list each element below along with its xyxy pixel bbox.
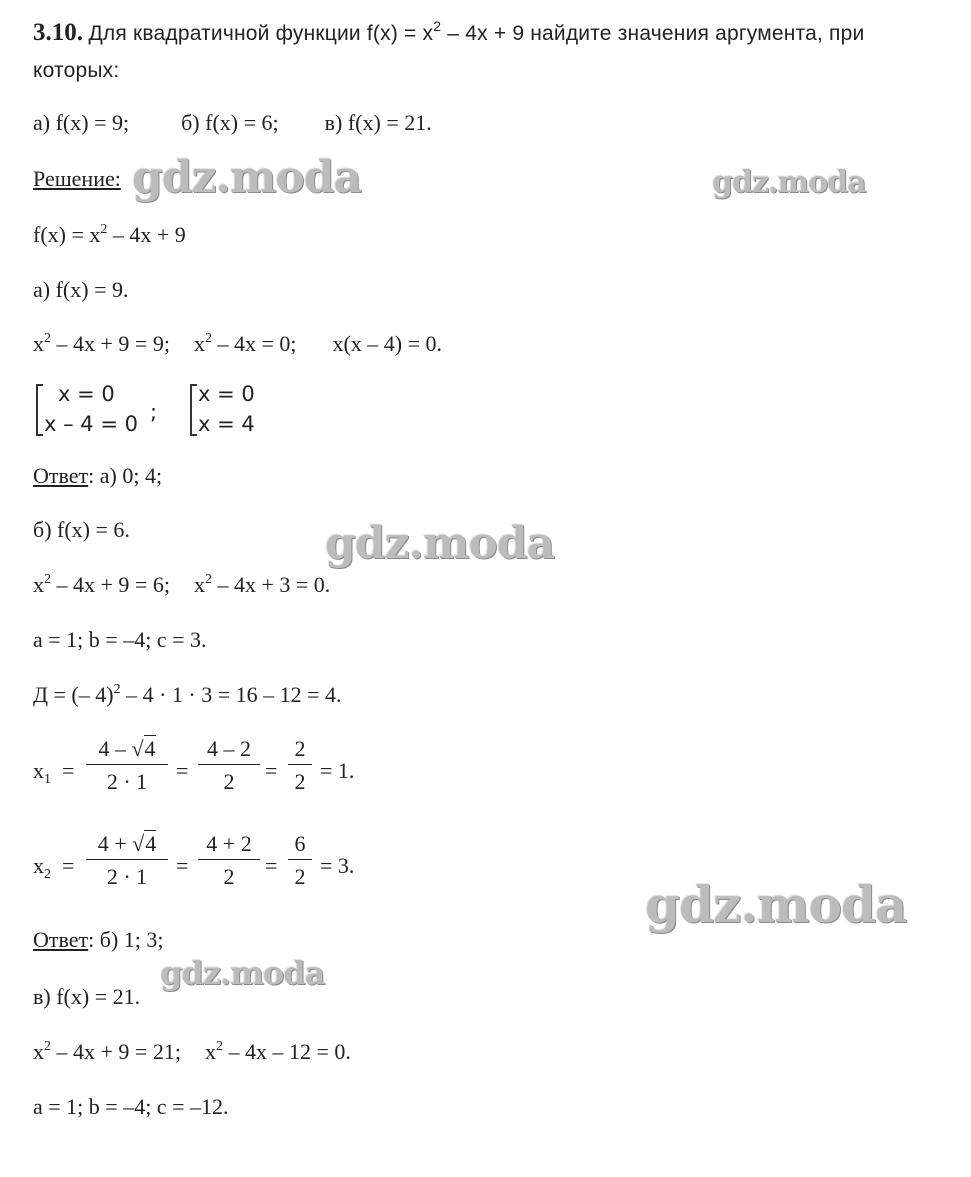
part-a-equations: $x^2 - 4x + 9 = 9$; $x^2 - 4x = 0$; x(x – 4) = 0. [33,331,443,356]
part-a-title: а) f(x) = 9. [33,277,129,302]
system-separator: ; [150,400,158,424]
system-bracket-2 [190,384,198,438]
option-b: б) f(x) = 6; [181,110,279,135]
options-row [33,112,432,134]
x1-fraction-2: $\frac{4 - 2}{2}$ [198,738,260,793]
x1-label: $x_1$ [33,758,51,787]
task-text-line2: которых: [33,59,120,82]
task-text: Для квадратичной функции $f(x) = x^2 - 4x + 9$ найдите значения аргумента, при [88,18,865,45]
x2-fraction-2: $\frac{4 + 2}{2}$ [198,833,260,888]
x2-result: = 3. [320,853,355,878]
x2-fraction-1: $\frac{4 + √4}{2 \cdot 1}$ [86,833,168,888]
system-1-row-1: x = 0 [58,382,115,406]
task-header [33,20,864,45]
x1-eq-sign-1: = [62,758,75,783]
x2-eq-sign-1: = [62,853,75,878]
system-bracket-1 [36,384,44,438]
watermark: gdz.moda [132,152,362,203]
x1-result: = 1. [320,758,355,783]
watermark: gdz.moda [645,875,907,934]
answer-b: Ответ: б) 1; 3; [33,927,164,952]
system-2-row-2: x = 4 [198,412,255,436]
x1-eq-sign-2: = [176,758,189,783]
part-b-discriminant: Д = (– 4)$^2$ – 4 · 1 · 3 = 16 – 12 = 4. [33,682,342,707]
function-definition: $f(x) = x^2 - 4x + 9$ [33,222,186,247]
part-v-equations: $x^2 - 4x + 9 = 21$; $x^2 - 4x - 12 = 0$. [33,1039,351,1064]
x1-eq-sign-3: = [265,758,278,783]
solution-label: Решение: [33,166,121,191]
option-v: в) f(x) = 21. [324,110,432,135]
option-a: а) f(x) = 9; [33,110,130,135]
x2-eq-sign-2: = [176,853,189,878]
x2-label: $x_2$ [33,853,51,882]
watermark: gdz.moda [325,518,555,569]
part-b-equations: $x^2 - 4x + 9 = 6$; $x^2 - 4x + 3 = 0$. [33,572,331,597]
task-number: 3.10. [33,19,83,46]
x2-eq-sign-3: = [265,853,278,878]
answer-label: Ответ [33,927,89,952]
part-b-coefficients: a = 1; b = –4; c = 3. [33,627,207,652]
part-v-coefficients: a = 1; b = –4; c = –12. [33,1094,229,1119]
x1-fraction-1: $\frac{4 - √4}{2 \cdot 1}$ [86,738,168,793]
system-2-row-1: x = 0 [198,382,255,406]
system-1-row-2: x – 4 = 0 [44,412,138,436]
watermark: gdz.moda [712,165,866,200]
part-v-title: в) f(x) = 21. [33,984,141,1009]
x2-fraction-3: $\frac{6}{2}$ [288,833,312,888]
watermark: gdz.moda [160,954,325,992]
answer-label: Ответ [33,463,89,488]
part-b-title: б) f(x) = 6. [33,517,130,542]
answer-a: Ответ: а) 0; 4; [33,463,163,488]
x1-fraction-3: $\frac{2}{2}$ [288,738,312,793]
